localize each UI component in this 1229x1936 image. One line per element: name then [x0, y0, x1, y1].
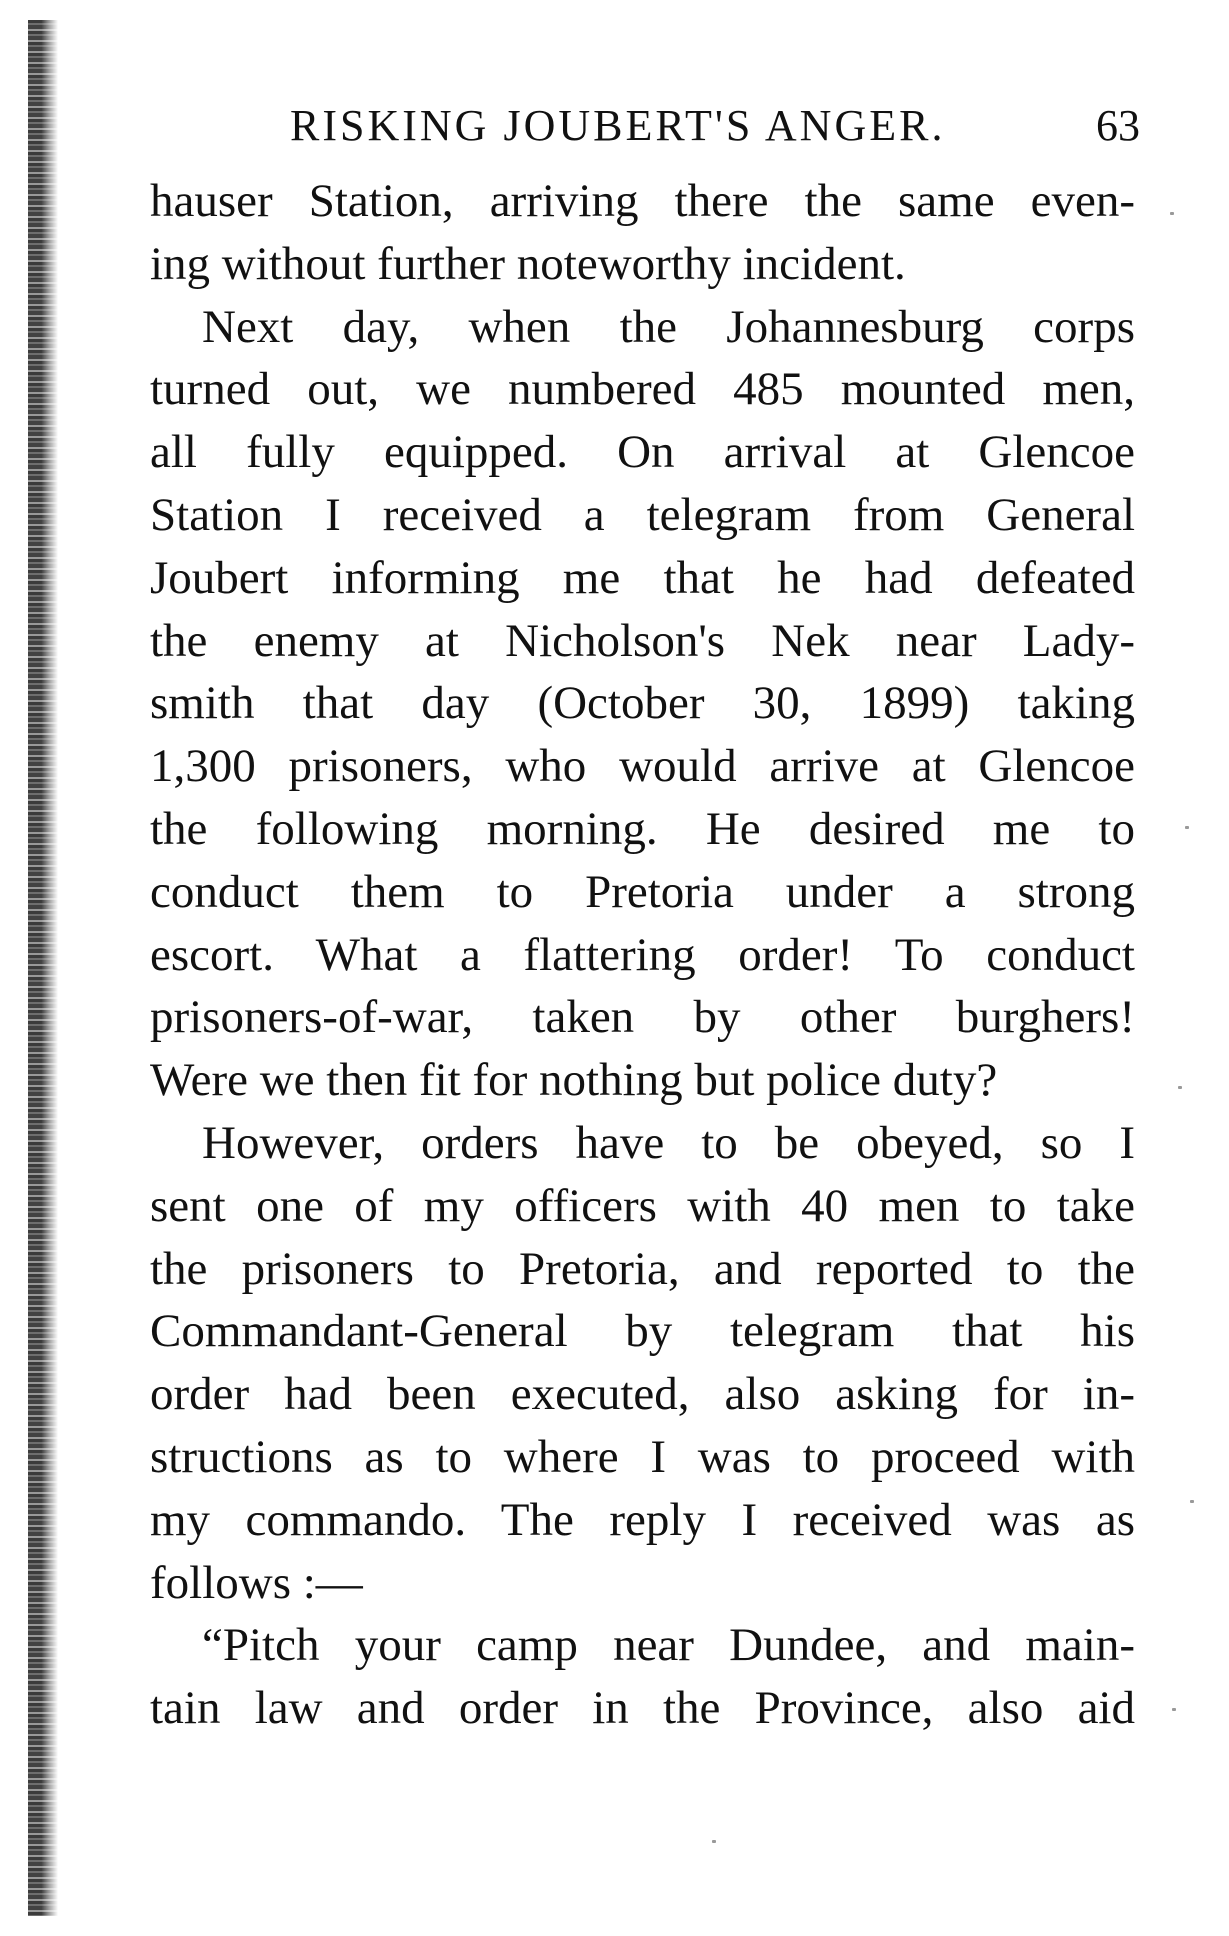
print-speck	[712, 1840, 716, 1843]
text-line: smith that day (October 30, 1899) taking	[150, 677, 1135, 730]
text-line: the prisoners to Pretoria, and reported to the	[150, 1242, 1135, 1295]
page-header	[290, 100, 1140, 160]
page-number: 63	[1096, 101, 1140, 150]
text-line: prisoners-of-war, taken by other burghers!	[150, 991, 1135, 1044]
text-line: Station I received a telegram from General	[150, 488, 1135, 541]
body-text	[150, 170, 1135, 1740]
text-line: structions as to where I was to proceed with	[150, 1430, 1135, 1483]
text-line: turned out, we numbered 485 mounted men,	[150, 363, 1135, 416]
print-speck	[1172, 1708, 1176, 1711]
print-speck	[1190, 1500, 1194, 1503]
text-line: escort. What a flattering order! To conduct	[150, 928, 1135, 981]
text-line: sent one of my officers with 40 men to take	[150, 1179, 1135, 1232]
binding-edge	[28, 20, 58, 1916]
text-line: tain law and order in the Province, also aid	[150, 1682, 1135, 1735]
print-speck	[1178, 1086, 1182, 1089]
text-line: “Pitch your camp near Dundee, and main-	[202, 1619, 1135, 1672]
print-speck	[1185, 826, 1189, 829]
text-line: all fully equipped. On arrival at Glencoe	[150, 426, 1135, 479]
text-line: Next day, when the Johannesburg corps	[202, 300, 1135, 353]
text-line: conduct them to Pretoria under a strong	[150, 865, 1135, 918]
text-line: 1,300 prisoners, who would arrive at Glencoe	[150, 740, 1135, 793]
text-line: However, orders have to be obeyed, so I	[202, 1116, 1135, 1169]
text-line: Commandant-General by telegram that his	[150, 1305, 1135, 1358]
text-line: my commando. The reply I received was as	[150, 1493, 1135, 1546]
text-line: Were we then fit for nothing but police duty?	[150, 1054, 998, 1107]
print-speck	[1170, 212, 1174, 215]
text-line: order had been executed, also asking for in-	[150, 1368, 1135, 1421]
text-line: the enemy at Nicholson's Nek near Lady-	[150, 614, 1135, 667]
text-line: Joubert informing me that he had defeated	[150, 551, 1135, 604]
text-line: hauser Station, arriving there the same even-	[150, 175, 1135, 227]
text-line: the following morning. He desired me to	[150, 802, 1135, 855]
running-head: RISKING JOUBERT'S ANGER.	[290, 101, 946, 150]
text-line: ing without further noteworthy incident.	[150, 237, 906, 290]
text-line: follows :—	[150, 1556, 363, 1609]
